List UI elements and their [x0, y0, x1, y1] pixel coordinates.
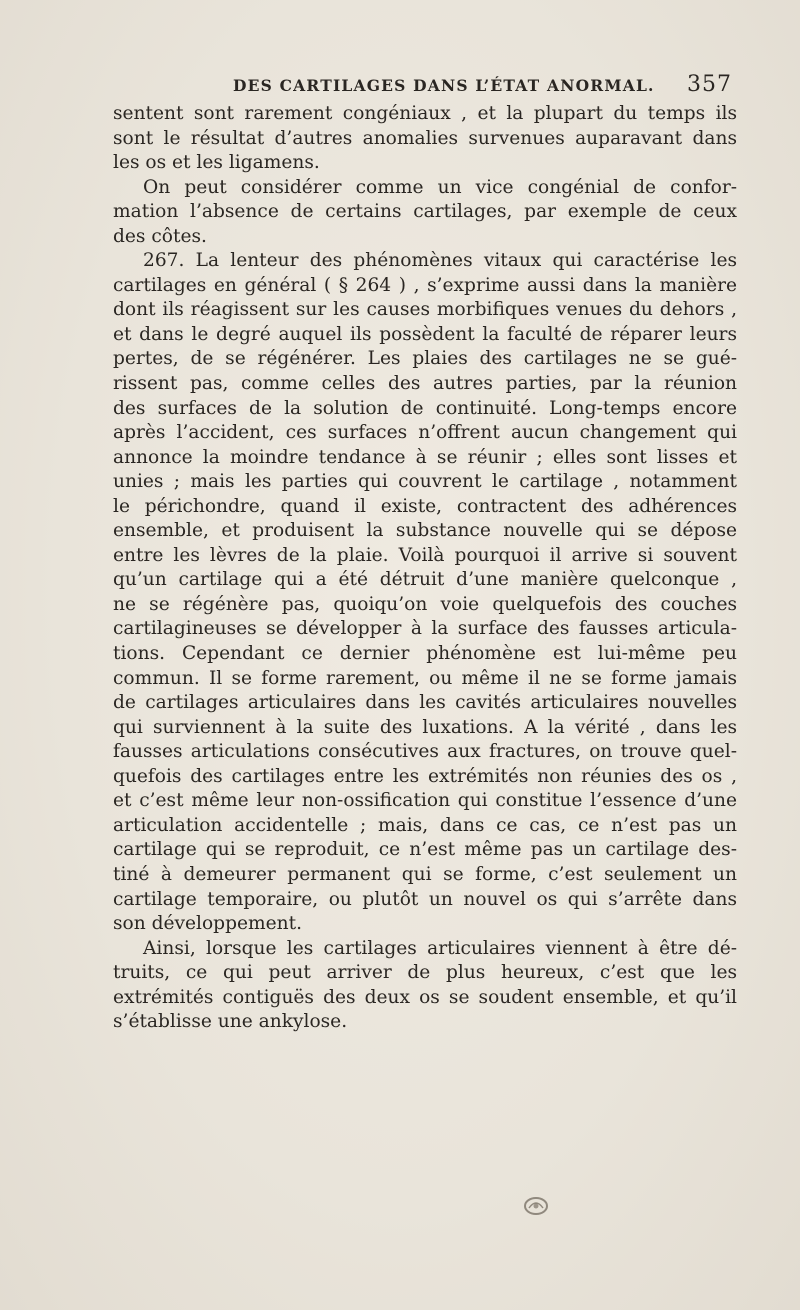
- text-line: qui surviennent à la suite des luxations. A la vérité , dans les: [113, 716, 737, 738]
- text-line: quefois des cartilages entre les extrémités non réunies des os ,: [113, 765, 737, 787]
- text-line: pertes, de se régénérer. Les plaies des cartilages ne se gué-: [113, 348, 737, 370]
- text-line: entre les lèvres de la plaie. Voilà pourquoi il arrive si souvent: [113, 544, 737, 566]
- running-header: [113, 74, 732, 98]
- text-line: ensemble, et produisent la substance nouvelle qui se dépose: [113, 520, 737, 542]
- text-line: mation l’absence de certains cartilages, par exemple de ceux: [113, 201, 737, 223]
- text-line: rissent pas, comme celles des autres parties, par la réunion: [113, 373, 737, 395]
- text-line: commun. Il se forme rarement, ou même il ne se forme jamais: [113, 667, 737, 689]
- text-line: annonce la moindre tendance à se réunir ; elles sont lisses et: [113, 446, 737, 468]
- text-line: sont le résultat d’autres anomalies survenues auparavant dans: [113, 127, 737, 149]
- text-line: ne se régénère pas, quoiqu’on voie quelquefois des couches: [113, 593, 737, 615]
- text-line: des côtes.: [113, 225, 207, 247]
- paragraph-267-start: 267. La lenteur des phénomènes vitaux qui caractérise les: [143, 250, 737, 272]
- running-title: DES CARTILAGES DANS L’ÉTAT ANORMAL.: [233, 76, 655, 95]
- text-line: le périchondre, quand il existe, contractent des adhérences: [113, 495, 737, 517]
- text-line: son développement.: [113, 913, 302, 935]
- text-line: tiné à demeurer permanent qui se forme, c’est seulement un: [113, 863, 737, 885]
- text-line: extrémités contiguës des deux os se soudent ensemble, et qu’il: [113, 986, 737, 1008]
- body-text: [113, 102, 737, 1035]
- text-line: unies ; mais les parties qui couvrent le cartilage , notamment: [113, 471, 737, 493]
- text-line: cartilage temporaire, ou plutôt un nouvel os qui s’arrête dans: [113, 888, 737, 910]
- text-line: On peut considérer comme un vice congénial de confor-: [143, 176, 737, 198]
- text-line: et c’est même leur non-ossification qui constitue l’essence d’une: [113, 790, 737, 812]
- text-line: tions. Cependant ce dernier phénomène est lui-même peu: [113, 643, 737, 665]
- text-line: dont ils réagissent sur les causes morbifiques venues du dehors ,: [113, 299, 737, 321]
- library-stamp-icon: [522, 1196, 550, 1216]
- text-line: s’établisse une ankylose.: [113, 1011, 348, 1033]
- page-number: 357: [687, 72, 732, 97]
- text-line: sentent sont rarement congéniaux , et la plupart du temps ils: [113, 103, 737, 124]
- text-line: de cartilages articulaires dans les cavités articulaires nouvelles: [113, 692, 737, 714]
- text-line: les os et les ligamens.: [113, 152, 320, 174]
- text-line: truits, ce qui peut arriver de plus heureux, c’est que les: [113, 962, 737, 984]
- text-line: qu’un cartilage qui a été détruit d’une manière quelconque ,: [113, 569, 737, 591]
- text-line: et dans le degré auquel ils possèdent la faculté de réparer leurs: [113, 323, 737, 345]
- text-line: après l’accident, ces surfaces n’offrent aucun changement qui: [113, 422, 737, 444]
- text-line: cartilagineuses se développer à la surface des fausses articula-: [113, 618, 737, 640]
- paragraph-ainsi-start: Ainsi, lorsque les cartilages articulaires viennent à être dé-: [143, 937, 737, 959]
- text-line: cartilage qui se reproduit, ce n’est même pas un cartilage des-: [113, 839, 737, 861]
- text-line: cartilages en général ( § 264 ) , s’exprime aussi dans la manière: [113, 274, 737, 296]
- text-line: des surfaces de la solution de continuité. Long-temps encore: [113, 397, 737, 419]
- text-line: fausses articulations consécutives aux fractures, on trouve quel-: [113, 741, 737, 763]
- text-line: articulation accidentelle ; mais, dans ce cas, ce n’est pas un: [113, 814, 737, 836]
